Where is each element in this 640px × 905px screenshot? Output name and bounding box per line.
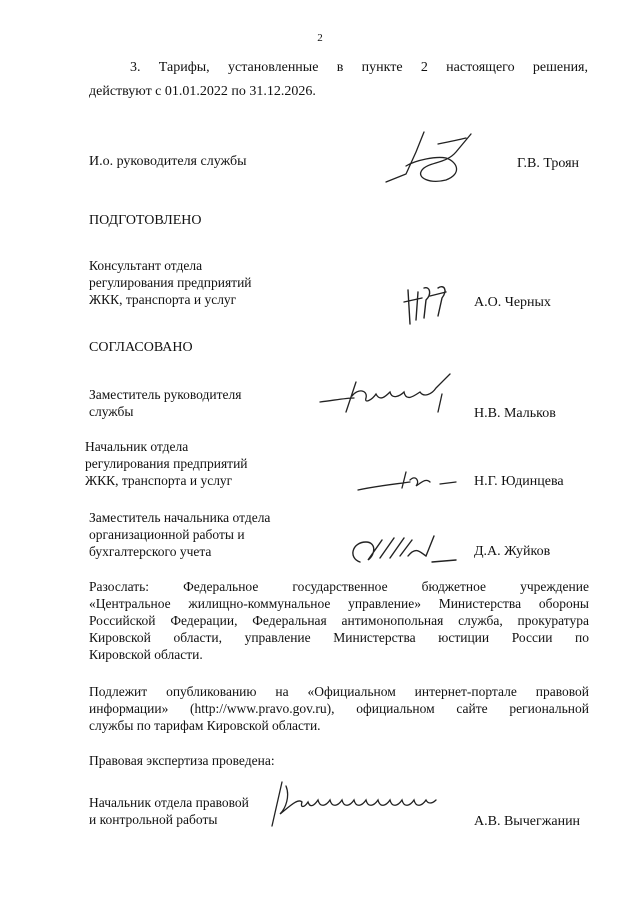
agreed-heading: СОГЛАСОВАНО [89,340,193,355]
legal-review-text: Правовая экспертиза проведена: [89,753,275,768]
distribution-line-3: Российской Федерации, Федеральная антимонопольная служба, прокуратура [89,613,589,628]
agreed-2-position-line-1: Начальник отдела [85,439,189,454]
publication-line-3: службы по тарифам Кировской области. [89,718,321,733]
agreed-1-signature [316,372,458,416]
agreed-3-position-line-3: бухгалтерского учета [89,544,212,559]
distribution-line-5: Кировской области. [89,647,203,662]
prepared-name: А.О. Черных [474,295,551,310]
agreed-3-position-line-2: организационной работы и [89,527,245,542]
clause-3-line-1: 3. Тарифы, установленные в пункте 2 настоящего решения, [130,60,588,75]
head-signature [376,122,486,194]
page-number: 2 [317,32,323,44]
head-name: Г.В. Троян [517,156,580,171]
agreed-3-position-line-1: Заместитель начальника отдела [89,510,271,525]
agreed-2-name: Н.Г. Юдинцева [474,474,564,489]
prepared-heading: ПОДГОТОВЛЕНО [89,213,202,228]
prepared-position-line-1: Консультант отдела [89,258,203,273]
distribution-line-4: Кировской области, управление Министерства юстиции России по [89,630,589,645]
publication-line-1: Подлежит опубликованию на «Официальном интернет-портале правовой [89,684,589,699]
legal-signature [268,778,440,830]
prepared-signature [400,280,460,330]
agreed-3-signature [346,532,460,572]
distribution-line-1: Разослать: Федеральное государственное бюджетное учреждение [89,579,589,594]
legal-position-line-1: Начальник отдела правовой [89,795,249,810]
prepared-position-line-2: регулирования предприятий [89,275,252,290]
legal-position-line-2: и контрольной работы [89,812,218,827]
agreed-2-position-line-2: регулирования предприятий [85,456,248,471]
agreed-1-position-line-2: службы [89,404,134,419]
prepared-position-line-3: ЖКК, транспорта и услуг [89,292,237,307]
publication-line-2: информации» (http://www.pravo.gov.ru), официальном сайте региональной [89,701,589,716]
head-position: И.о. руководителя службы [89,154,247,169]
agreed-2-signature [356,464,460,494]
agreed-2-position-line-3: ЖКК, транспорта и услуг [85,473,233,488]
distribution-line-2: «Центральное жилищно-коммунальное управление» Министерства обороны [89,596,589,611]
clause-3-line-2: действуют с 01.01.2022 по 31.12.2026. [89,84,316,99]
agreed-1-name: Н.В. Мальков [474,406,556,421]
agreed-1-position-line-1: Заместитель руководителя [89,387,242,402]
agreed-3-name: Д.А. Жуйков [474,544,551,559]
legal-name: А.В. Вычегжанин [474,814,581,829]
